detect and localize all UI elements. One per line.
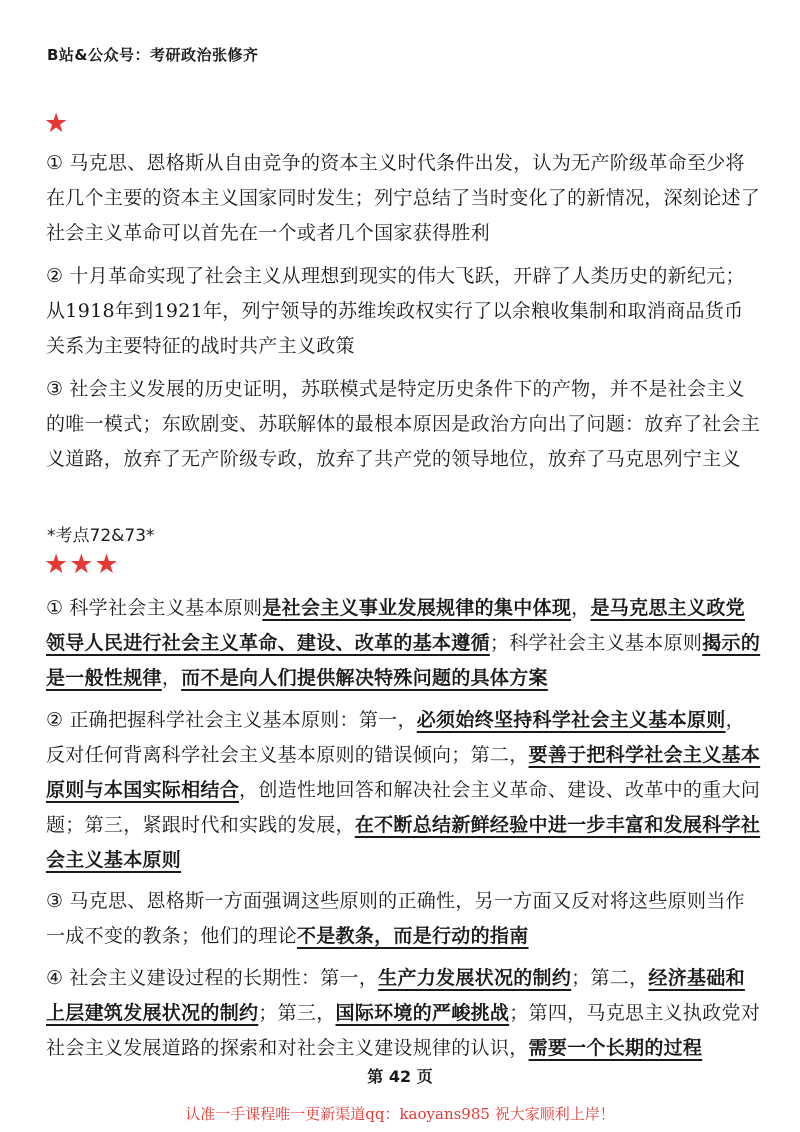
body-text: 马克思、恩格斯从自由竞争的资本主义时代条件出发，认为无产阶级革命至少将在几个主要的资本主义国家同时发生；列宁总结了当时变化了的新情况，深刻论述了社会主义革命可以首先在一个或者几个国家获得胜利 <box>46 152 761 244</box>
item-number: ② <box>46 265 64 287</box>
point-item <box>46 259 761 364</box>
body-text: 科学社会主义基本原则 <box>69 597 263 619</box>
highlight-text: 经济基础和上层建筑发展状况的制约 <box>46 967 745 1024</box>
item-number: ② <box>46 709 64 731</box>
body-text: 社会主义建设过程的长期性：第一， <box>69 967 379 989</box>
highlight-text: 是社会主义事业发展规律的集中体现 <box>262 597 572 619</box>
footer-notice: 认准一手课程唯一更新渠道qq：kaoyans985 祝大家顺利上岸！ <box>185 1105 615 1123</box>
point-item <box>46 884 761 954</box>
body-text: ， <box>571 597 591 619</box>
body-text: ；第四，马克思主义执政党对社会主义发展道路的探索和对社会主义建设规律的认识， <box>46 1002 761 1059</box>
star-rating-icon: ★★★ <box>44 549 120 580</box>
item-number: ① <box>46 597 64 619</box>
body-text: ， <box>161 667 182 689</box>
item-number: ③ <box>46 378 64 400</box>
highlight-text: 要善于把科学社会主义基本原则与本国实际相结合 <box>46 744 761 801</box>
point-item <box>46 703 761 878</box>
body-text: 马克思、恩格斯一方面强调这些原则的正确性，另一方面又反对将这些原则当作一成不变的教条；他们的理论 <box>46 890 745 947</box>
body-text: 十月革命实现了社会主义从理想到现实的伟大飞跃，开辟了人类历史的新纪元；从1918年到1921年，列宁领导的苏维埃政权实行了以余粮收集制和取消商品货币关系为主要特征的战时共产主义政策 <box>46 265 745 357</box>
highlight-text: 在不断总结新鲜经验中进一步丰富和发展科学社会主义基本原则 <box>46 814 761 871</box>
body-text: 正确把握科学社会主义基本原则：第一， <box>69 709 417 731</box>
highlight-text: 国际环境的严峻挑战 <box>335 1002 510 1024</box>
highlight-text: 是马克思主义政党领导人民进行社会主义革命、建设、改革的基本遵循 <box>46 597 745 654</box>
highlight-text: 不是教条，而是行动的指南 <box>296 925 529 947</box>
highlight-text: 必须始终坚持科学社会主义基本原则 <box>416 709 726 731</box>
item-number: ④ <box>46 967 64 989</box>
highlight-text: 需要一个长期的过程 <box>528 1037 703 1059</box>
point-item <box>46 961 761 1066</box>
point-item <box>46 591 761 696</box>
star-rating-icon: ★ <box>44 108 70 139</box>
body-text: ，创造性地回答和解决社会主义革命、建设、改革中的重大问题；第三，紧跟时代和实践的发展， <box>46 779 761 836</box>
header-title: B站&公众号：考研政治张修齐 <box>47 46 259 64</box>
body-text: 社会主义发展的历史证明，苏联模式是特定历史条件下的产物，并不是社会主义的唯一模式；东欧剧变、苏联解体的最根本原因是政治方向出了问题：放弃了社会主义道路，放弃了无产阶级专政，放弃了共产党的领导地位，放弃了马克思列宁主义 <box>46 378 761 470</box>
point-item <box>46 146 761 251</box>
body-text: ；第二， <box>571 967 649 989</box>
highlight-text: 生产力发展状况的制约 <box>378 967 572 989</box>
body-text: ；科学社会主义基本原则 <box>489 632 703 654</box>
page-number: 第 42 页 <box>367 1067 433 1086</box>
body-text: ，反对任何背离科学社会主义基本原则的错误倾向；第二， <box>46 709 745 766</box>
point-item <box>46 372 761 477</box>
item-number: ① <box>46 152 64 174</box>
highlight-text: 而不是向人们提供解决特殊问题的具体方案 <box>181 667 548 689</box>
highlight-text: 揭示的是一般性规律 <box>46 632 761 689</box>
section-label: *考点72&73* <box>47 526 155 546</box>
item-number: ③ <box>46 890 64 912</box>
body-text: ；第三， <box>258 1002 336 1024</box>
